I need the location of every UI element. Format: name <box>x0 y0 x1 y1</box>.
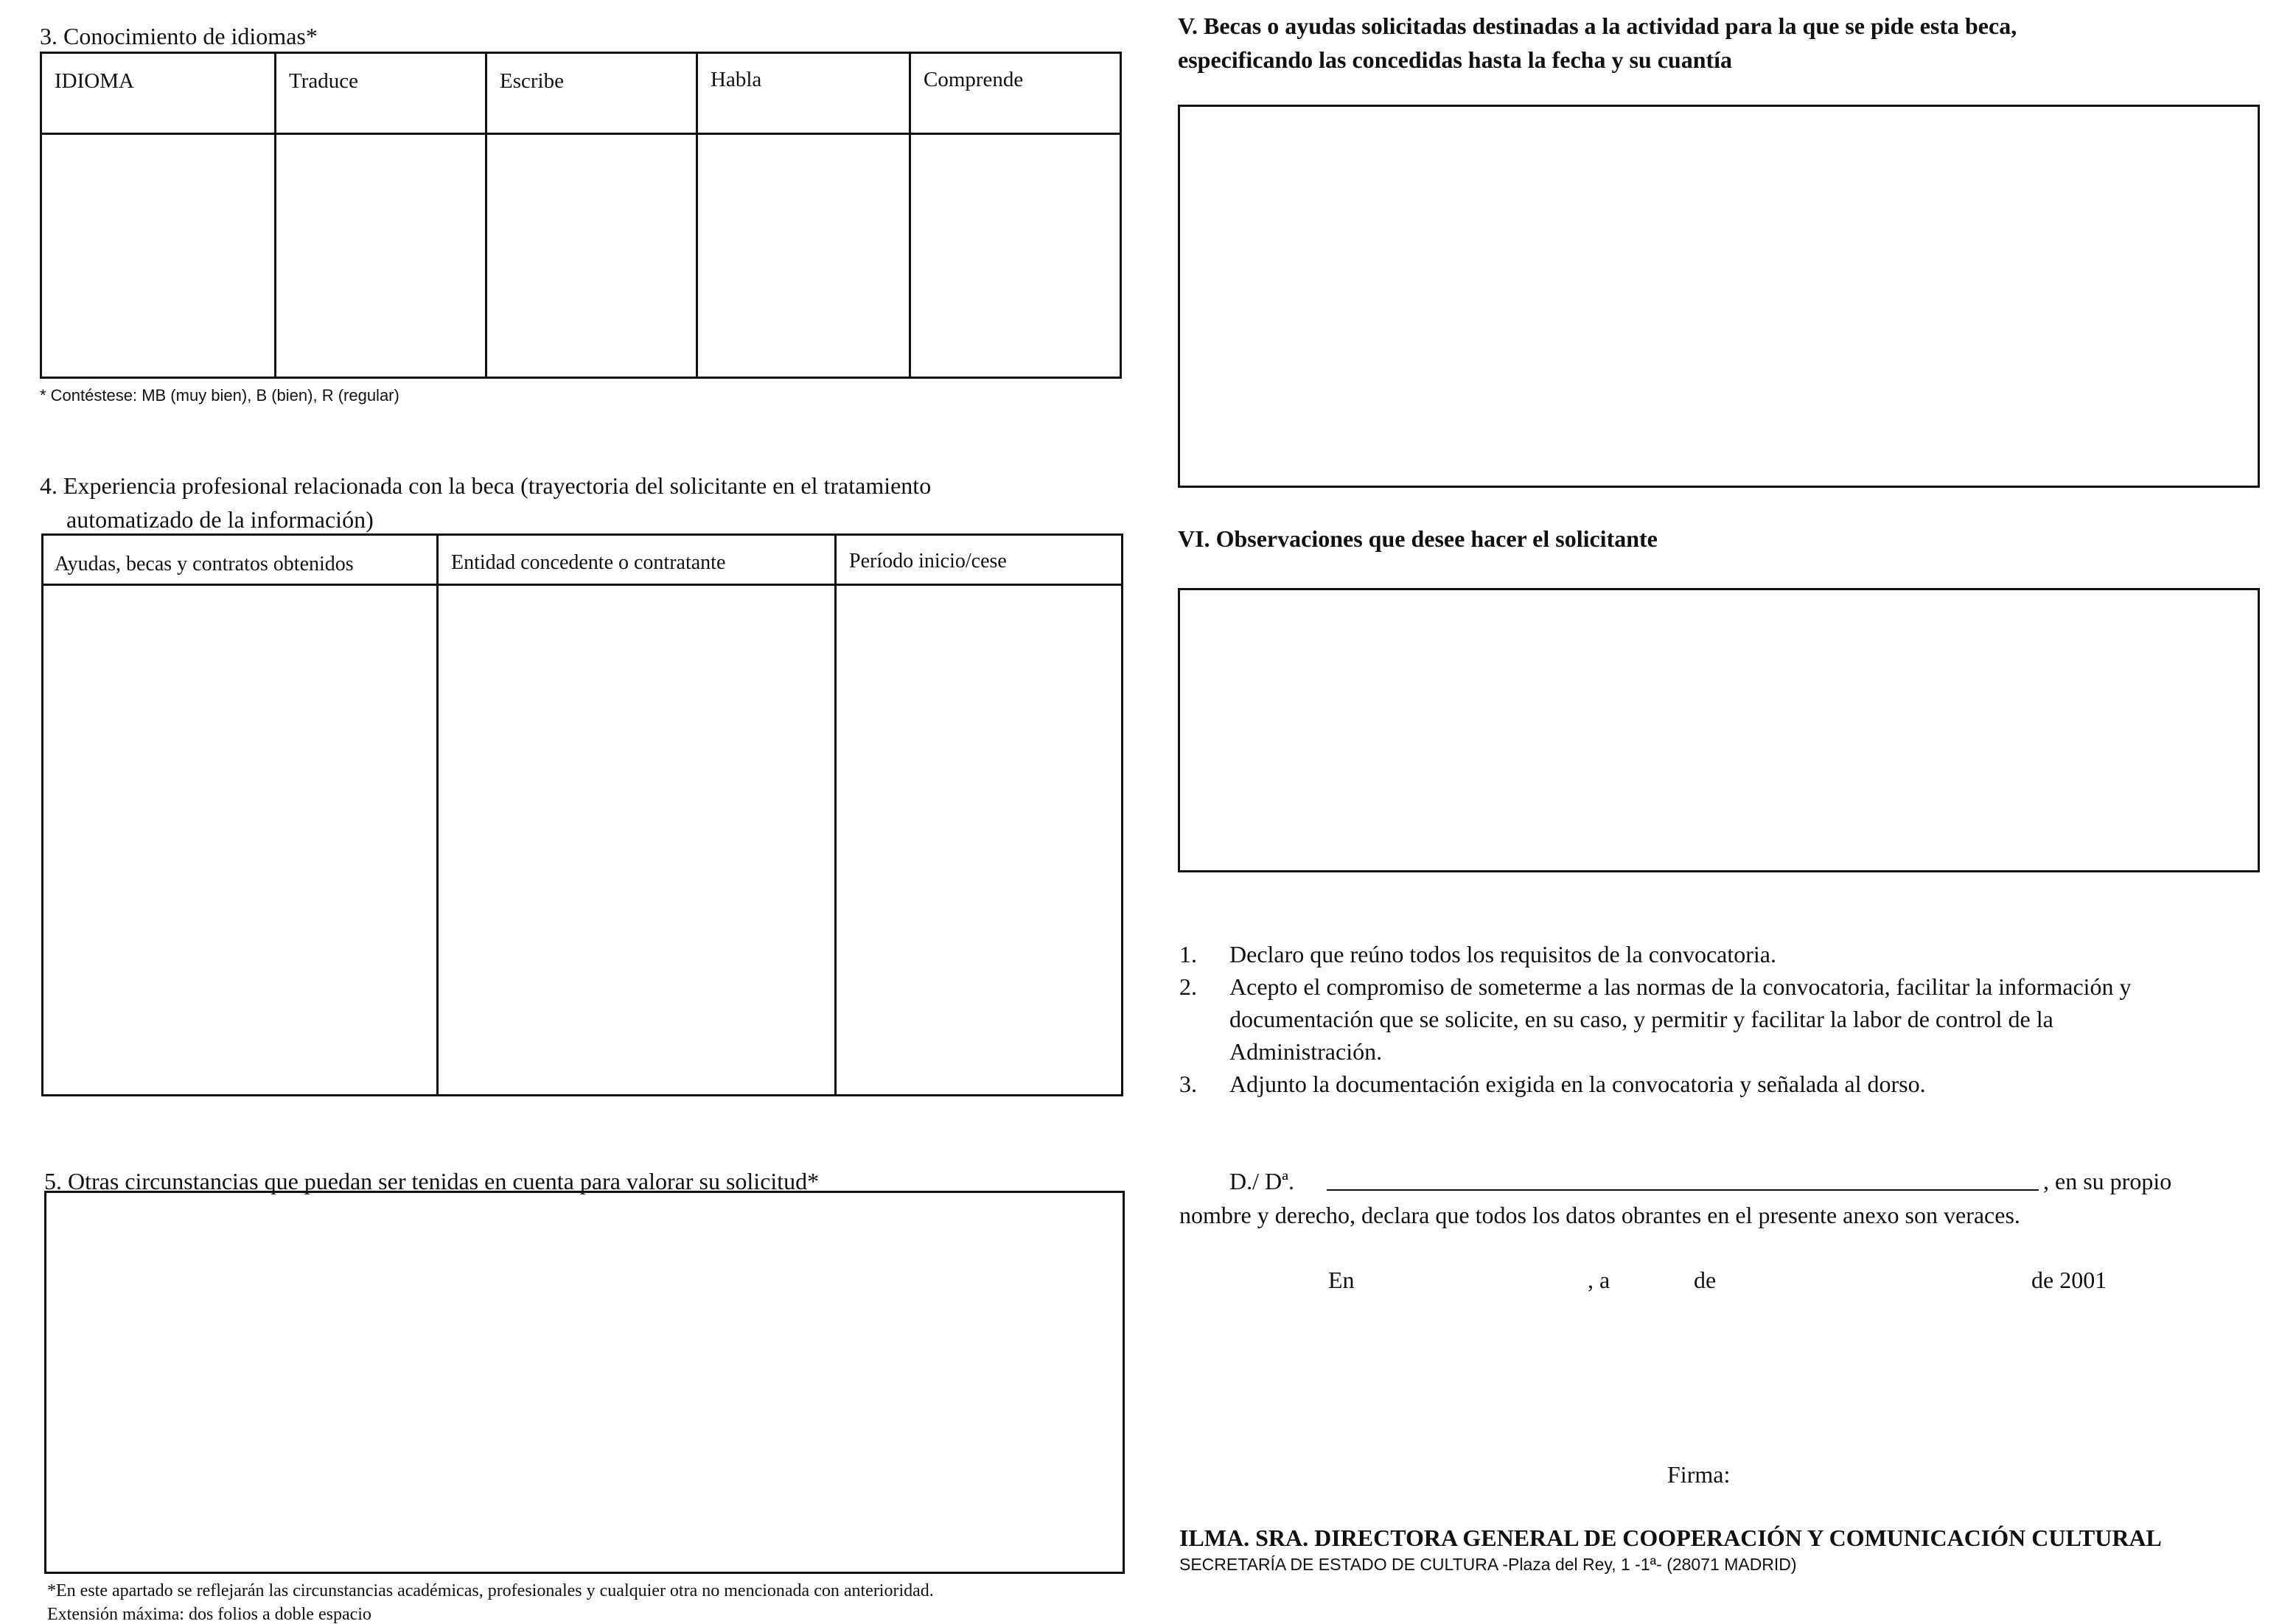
date-en-label: En <box>1328 1267 1355 1293</box>
section-5-footnote-line1: *En este apartado se reflejarán las circunstancias académicas, profesionales y cualquier otra no mencionada con anterioridad. <box>47 1581 934 1600</box>
languages-table-col-divider <box>696 52 698 379</box>
col-header-entidad: Entidad concedente o contratante <box>451 551 726 574</box>
other-circumstances-box[interactable] <box>44 1191 1125 1574</box>
idioma-cell[interactable] <box>44 136 273 377</box>
section-v-title-line2: especificando las concedidas hasta la fecha y su cuantía <box>1178 46 1733 73</box>
declaration-number: 2. <box>1179 973 1197 1000</box>
statement-suffix: , en su propio <box>2043 1168 2172 1194</box>
statement-line2: nombre y derecho, declara que todos los datos obrantes en el presente anexo son veraces. <box>1179 1202 2020 1228</box>
declaration-text: Acepto el compromiso de someterme a las normas de la convocatoria, facilitar la información y <box>1229 973 2132 1000</box>
declaration-text: Administración. <box>1229 1038 1383 1065</box>
ayudas-cell[interactable] <box>46 588 434 1093</box>
experience-table-col-divider <box>436 533 439 1096</box>
city-field[interactable] <box>1371 1261 1585 1291</box>
date-year-label: de 2001 <box>2031 1267 2107 1293</box>
signature-label: Firma: <box>1667 1461 1731 1488</box>
languages-table-col-divider <box>485 52 487 379</box>
traduce-cell[interactable] <box>278 136 483 377</box>
col-header-traduce: Traduce <box>289 69 358 93</box>
col-header-idioma: IDIOMA <box>55 69 134 93</box>
section-4-title-line1: 4. Experiencia profesional relacionada con la beca (trayectoria del solicitante en el tratamiento <box>40 472 932 499</box>
declaration-number: 1. <box>1179 941 1197 967</box>
col-header-periodo: Período inicio/cese <box>849 550 1007 573</box>
section-3-footnote: * Contéstese: MB (muy bien), B (bien), R (regular) <box>40 386 399 405</box>
languages-table-col-divider <box>909 52 911 379</box>
comprende-cell[interactable] <box>912 136 1120 377</box>
statement-prefix: D./ Dª. <box>1229 1168 1294 1194</box>
entidad-cell[interactable] <box>441 588 832 1093</box>
declaration-text: documentación que se solicite, en su caso, y permitir y facilitar la labor de control de la <box>1229 1006 2053 1032</box>
section-5-footnote-line2: Extensión máxima: dos folios a doble espacio <box>47 1605 371 1624</box>
name-field[interactable] <box>1327 1163 2039 1191</box>
periodo-cell[interactable] <box>839 588 1121 1093</box>
declaration-text: Adjunto la documentación exigida en la convocatoria y señalada al dorso. <box>1229 1071 1926 1097</box>
section-v-title-line1: V. Becas o ayudas solicitadas destinadas a la actividad para la que se pide esta beca, <box>1178 13 2017 39</box>
experience-table-col-divider <box>834 533 837 1096</box>
habla-cell[interactable] <box>699 136 907 377</box>
experience-table-header-divider <box>41 584 1123 586</box>
observations-box[interactable] <box>1178 588 2260 872</box>
section-vi-title: VI. Observaciones que desee hacer el solicitante <box>1178 525 1658 552</box>
languages-table-col-divider <box>274 52 276 379</box>
col-header-comprende: Comprende <box>924 68 1024 91</box>
declaration-number: 3. <box>1179 1071 1197 1097</box>
day-field[interactable] <box>1629 1261 1692 1291</box>
section-5-title: 5. Otras circunstancias que puedan ser tenidas en cuenta para valorar su solicitud* <box>44 1168 820 1194</box>
col-header-escribe: Escribe <box>500 69 564 93</box>
month-field[interactable] <box>1732 1261 2027 1291</box>
section-4-title-line2: automatizado de la información) <box>66 506 374 533</box>
signature-area[interactable] <box>1474 1363 1946 1452</box>
addressee-address: SECRETARÍA DE ESTADO DE CULTURA -Plaza del Rey, 1 -1ª- (28071 MADRID) <box>1179 1555 1797 1574</box>
date-de-label: de <box>1694 1267 1717 1293</box>
declaration-text: Declaro que reúno todos los requisitos de la convocatoria. <box>1229 941 1776 967</box>
languages-table-header-divider <box>40 133 1122 135</box>
grants-requested-box[interactable] <box>1178 105 2260 488</box>
addressee-title: ILMA. SRA. DIRECTORA GENERAL DE COOPERACIÓN Y COMUNICACIÓN CULTURAL <box>1179 1525 2162 1551</box>
section-3-title: 3. Conocimiento de idiomas* <box>40 23 318 49</box>
date-a-label: , a <box>1588 1267 1610 1293</box>
col-header-habla: Habla <box>711 68 762 91</box>
col-header-ayudas: Ayudas, becas y contratos obtenidos <box>55 553 354 575</box>
escribe-cell[interactable] <box>489 136 694 377</box>
